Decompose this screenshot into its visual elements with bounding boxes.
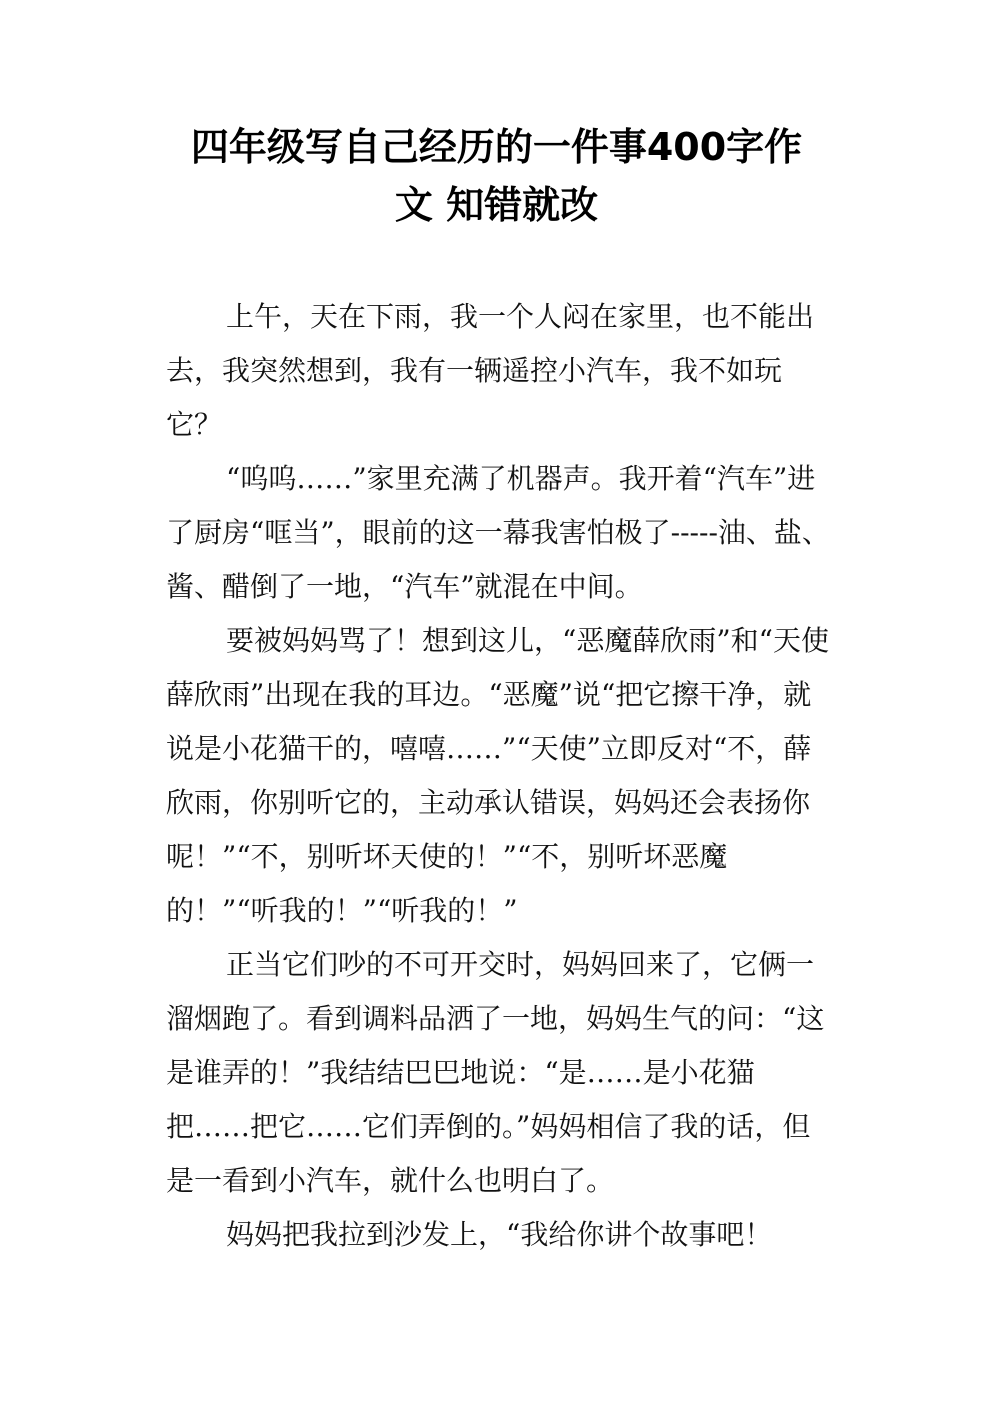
paragraph-3: 要被妈妈骂了！想到这儿，“恶魔薛欣雨”和“天使薛欣雨”出现在我的耳边。“恶魔”说“把它擦干净，就说是小花猫干的，嘻嘻……”“天使”立即反对“不，薛欣雨，你别听它的，主动承认错误，妈妈还会表扬你呢！”“不，别听坏天使的！”“不，别听坏恶魔的！”“听我的！”“听我的！” [166,624,829,927]
paragraph-5: 妈妈把我拉到沙发上，“我给你讲个故事吧！ [226,1218,773,1251]
title-line-2: 文 知错就改 [394,183,599,227]
paragraph-2: “呜呜……”家里充满了机器声。我开着“汽车”进了厨房“哐当”，眼前的这一幕我害怕极了-----油、盐、酱、醋倒了一地，“汽车”就混在中间。 [166,462,830,603]
paragraph-4: 正当它们吵的不可开交时，妈妈回来了，它俩一溜烟跑了。看到调料品洒了一地，妈妈生气的问：“这是谁弄的！”我结结巴巴地说：“是……是小花猫把……把它……它们弄倒的。”妈妈相信了我的话，但是一看到小汽车，就什么也明白了。 [166,948,825,1197]
document-body [166,290,834,1262]
document-title [150,118,843,234]
paragraph-1: 上午，天在下雨，我一个人闷在家里，也不能出去，我突然想到，我有一辆遥控小汽车，我不如玩它？ [166,300,815,441]
title-line-1: 四年级写自己经历的一件事400字作 [190,125,803,169]
